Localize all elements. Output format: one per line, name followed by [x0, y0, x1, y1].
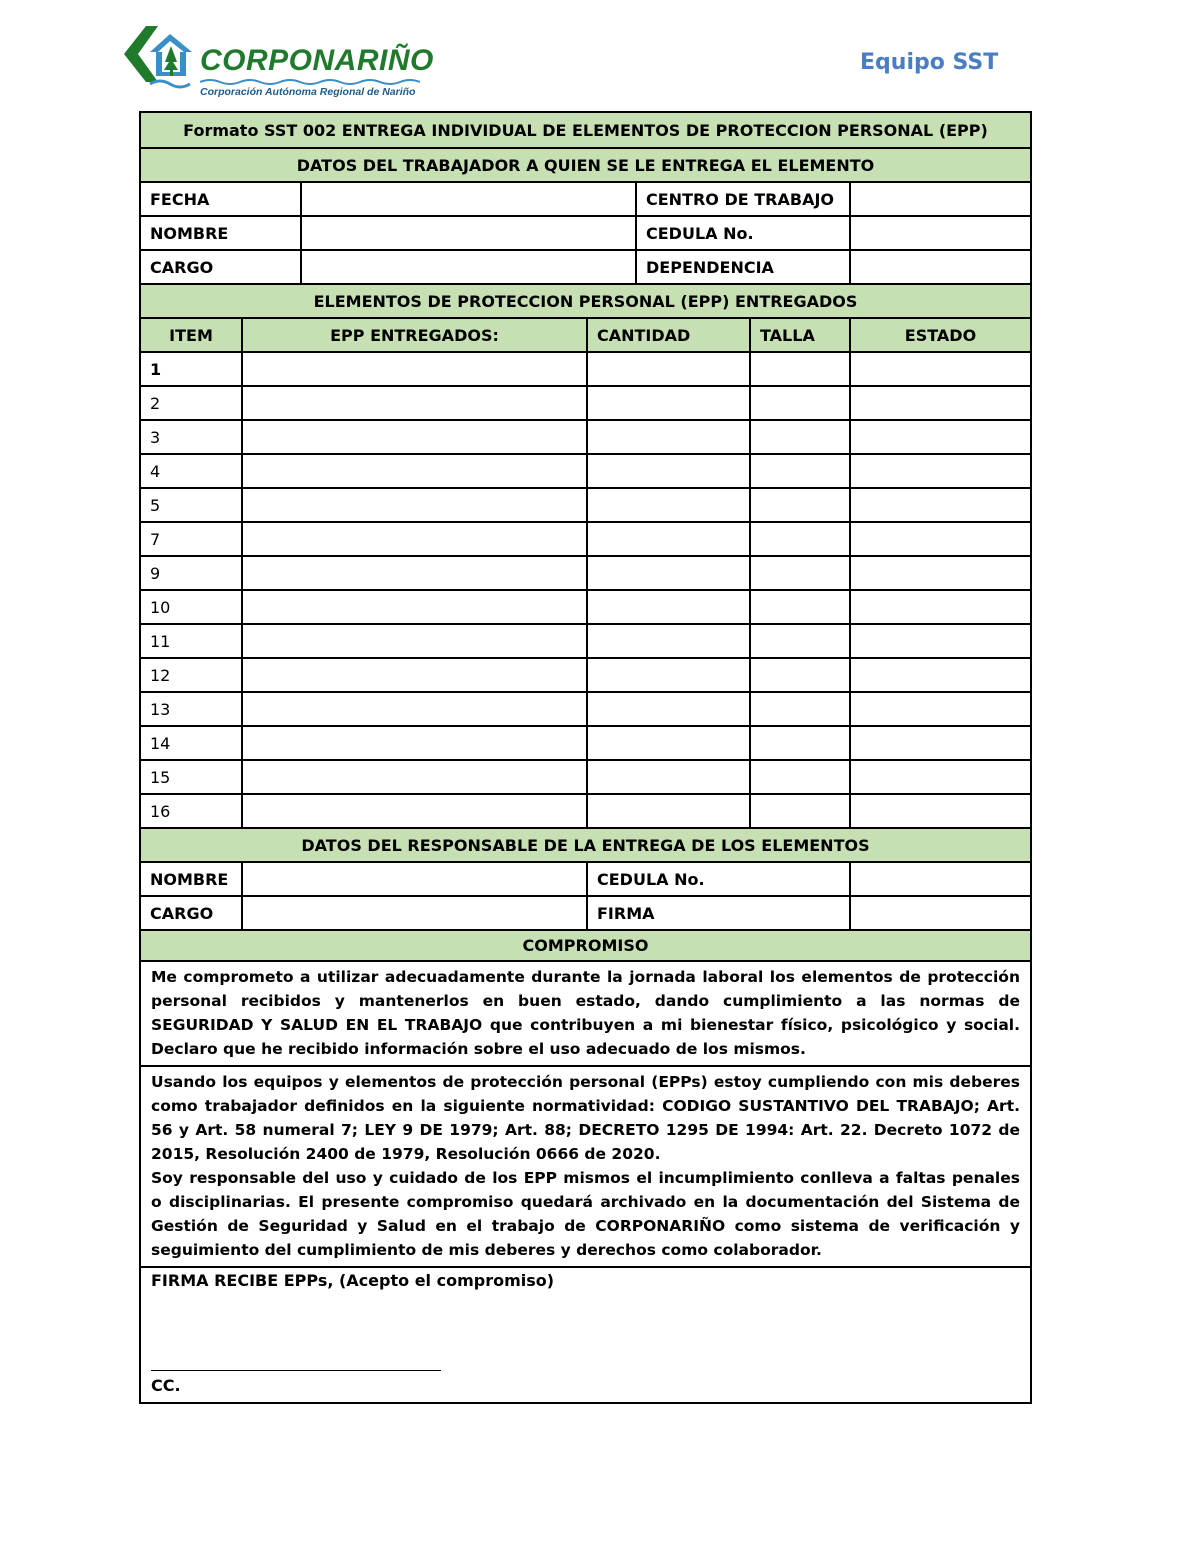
epp-cell-estado[interactable]: [849, 523, 1030, 555]
epp-cell-cantidad[interactable]: [586, 591, 749, 623]
col-talla: TALLA: [749, 319, 849, 351]
team-label: Equipo SST: [860, 50, 999, 75]
col-item: ITEM: [169, 325, 213, 345]
regulation-block: [141, 1065, 1030, 1266]
epp-row: [141, 385, 1030, 419]
epp-cell-talla[interactable]: [749, 387, 849, 419]
input-dependencia[interactable]: [849, 251, 1030, 283]
epp-item-number: 15: [150, 767, 171, 787]
resp-input-nombre[interactable]: [241, 863, 586, 895]
epp-item-number: 7: [150, 529, 161, 549]
epp-row: [141, 691, 1030, 725]
input-nombre[interactable]: [300, 217, 635, 249]
input-cargo[interactable]: [300, 251, 635, 283]
epp-cell-talla[interactable]: [749, 659, 849, 691]
epp-cell-estado[interactable]: [849, 659, 1030, 691]
commitment-section-title: COMPROMISO: [522, 936, 649, 955]
epp-cell-talla[interactable]: [749, 421, 849, 453]
epp-cell-cantidad[interactable]: [586, 795, 749, 827]
worker-section-title: DATOS DEL TRABAJADOR A QUIEN SE LE ENTREGA EL ELEMENTO: [296, 155, 875, 175]
epp-cell-talla[interactable]: [749, 591, 849, 623]
logo-mark-icon: [120, 22, 200, 102]
epp-row: [141, 759, 1030, 793]
col-cantidad: CANTIDAD: [586, 319, 749, 351]
epp-cell-estado[interactable]: [849, 727, 1030, 759]
epp-cell-talla[interactable]: [749, 557, 849, 589]
form-title: [141, 113, 1030, 147]
epp-cell-cantidad[interactable]: [586, 761, 749, 793]
epp-row: [141, 487, 1030, 521]
responsible-row-cargo: [141, 895, 1030, 929]
corponarino-logo: [120, 22, 434, 102]
responsible-section-header: [141, 827, 1030, 861]
epp-row: [141, 725, 1030, 759]
worker-row-cargo: [141, 249, 1030, 283]
worker-section-header: [141, 147, 1030, 181]
epp-cell-cantidad[interactable]: [586, 693, 749, 725]
epp-section-header: [141, 283, 1030, 317]
commitment-text: Me comprometo a utilizar adecuadamente durante la jornada laboral los elementos de protección personal recibidos y mantenerlos en buen estado, dando cumplimiento a las normas de SEGURIDAD Y SALUD EN EL TRABAJO que contribuyen a mi bienestar físico, psicológico y social. Declaro que he recibido información sobre el uso adecuado de los mismos.: [151, 968, 1020, 1058]
col-epp-entregados: EPP ENTREGADOS:: [241, 319, 586, 351]
epp-item-number: 4: [150, 461, 161, 481]
epp-cell-epp[interactable]: [241, 727, 586, 759]
epp-cell-estado[interactable]: [849, 489, 1030, 521]
epp-cell-estado[interactable]: [849, 795, 1030, 827]
epp-cell-talla[interactable]: [749, 489, 849, 521]
epp-cell-talla[interactable]: [749, 625, 849, 657]
epp-row: [141, 351, 1030, 385]
epp-row: [141, 521, 1030, 555]
label-dependencia: DEPENDENCIA: [635, 251, 849, 283]
epp-row: [141, 623, 1030, 657]
responsibility-text: Soy responsable del uso y cuidado de los EPP mismos el incumplimiento conlleva a faltas penales o disciplinarias. El presente compromiso quedará archivado en la documentación del Sistema de Gestión de Seguridad y Salud en el trabajo de CORPONARIÑO como sistema de verificación y seguimiento del cumplimiento de mis deberes y derechos como colaborador.: [151, 1169, 1020, 1259]
epp-rows: [141, 351, 1030, 827]
epp-cell-estado[interactable]: [849, 761, 1030, 793]
epp-item-number: 12: [150, 665, 171, 685]
signature-line: [151, 1370, 441, 1371]
responsible-row-nombre: [141, 861, 1030, 895]
cc-label: CC.: [151, 1376, 181, 1395]
epp-cell-cantidad[interactable]: [586, 727, 749, 759]
epp-row: [141, 453, 1030, 487]
logo-wave-icon: [200, 78, 420, 86]
signature-label: FIRMA RECIBE EPPs, (Acepto el compromiso): [151, 1271, 555, 1290]
epp-row: [141, 589, 1030, 623]
epp-row: [141, 793, 1030, 827]
epp-cell-epp[interactable]: [241, 591, 586, 623]
signature-block: [141, 1266, 1030, 1402]
epp-cell-estado[interactable]: [849, 591, 1030, 623]
resp-label-nombre: NOMBRE: [150, 869, 229, 889]
epp-cell-talla[interactable]: [749, 353, 849, 385]
epp-cell-epp[interactable]: [241, 693, 586, 725]
label-cedula: CEDULA No.: [635, 217, 849, 249]
epp-cell-epp[interactable]: [241, 761, 586, 793]
signature-area[interactable]: [141, 1268, 1030, 1402]
epp-item-number: 1: [150, 359, 162, 379]
epp-cell-estado[interactable]: [849, 625, 1030, 657]
epp-item-number: 2: [150, 393, 161, 413]
epp-cell-epp[interactable]: [241, 557, 586, 589]
epp-cell-cantidad[interactable]: [586, 421, 749, 453]
resp-label-firma: FIRMA: [586, 897, 849, 929]
epp-cell-cantidad[interactable]: [586, 387, 749, 419]
form-title-text: Formato SST 002 ENTREGA INDIVIDUAL DE ELEMENTOS DE PROTECCION PERSONAL (EPP): [183, 120, 988, 140]
logo-subtitle: Corporación Autónoma Regional de Nariño: [200, 86, 416, 98]
epp-item-number: 5: [150, 495, 161, 515]
epp-cell-cantidad[interactable]: [586, 353, 749, 385]
input-fecha[interactable]: [300, 183, 635, 215]
epp-form: [139, 111, 1032, 1404]
resp-label-cargo: CARGO: [150, 903, 214, 923]
epp-cell-talla[interactable]: [749, 455, 849, 487]
epp-cell-talla[interactable]: [749, 761, 849, 793]
epp-cell-talla[interactable]: [749, 795, 849, 827]
epp-cell-estado[interactable]: [849, 421, 1030, 453]
epp-item-number: 14: [150, 733, 171, 753]
epp-cell-estado[interactable]: [849, 455, 1030, 487]
epp-cell-estado[interactable]: [849, 557, 1030, 589]
logo-name: CORPONARIÑO: [200, 44, 434, 77]
epp-cell-epp[interactable]: [241, 489, 586, 521]
resp-input-firma[interactable]: [849, 897, 1030, 929]
epp-section-title: ELEMENTOS DE PROTECCION PERSONAL (EPP) ENTREGADOS: [313, 291, 858, 311]
epp-cell-epp[interactable]: [241, 659, 586, 691]
resp-input-cargo[interactable]: [241, 897, 586, 929]
epp-cell-estado[interactable]: [849, 693, 1030, 725]
label-centro-de-trabajo: CENTRO DE TRABAJO: [635, 183, 849, 215]
epp-row: [141, 419, 1030, 453]
resp-label-cedula: CEDULA No.: [586, 863, 849, 895]
epp-cell-epp[interactable]: [241, 387, 586, 419]
epp-cell-epp[interactable]: [241, 523, 586, 555]
epp-cell-epp[interactable]: [241, 421, 586, 453]
epp-row: [141, 657, 1030, 691]
epp-cell-epp[interactable]: [241, 625, 586, 657]
epp-item-number: 16: [150, 801, 171, 821]
epp-cell-cantidad[interactable]: [586, 455, 749, 487]
worker-row-nombre: [141, 215, 1030, 249]
epp-cell-cantidad[interactable]: [586, 523, 749, 555]
epp-row: [141, 555, 1030, 589]
epp-item-number: 9: [150, 563, 161, 583]
regulation-text: Usando los equipos y elementos de protección personal (EPPs) estoy cumpliendo con mis deberes como trabajador definidos en la siguiente normatividad: CODIGO SUSTANTIVO DEL TRABAJO; Art. 56 y Art. 58 numeral 7; LEY 9 DE 1979; Art. 88; DECRETO 1295 DE 1994: Art. 22. Decreto 1072 de 2015, Resolución 2400 de 1979, Resolución 0666 de 2020.: [151, 1073, 1020, 1163]
responsible-section-title: DATOS DEL RESPONSABLE DE LA ENTREGA DE LOS ELEMENTOS: [301, 835, 870, 855]
input-cedula[interactable]: [849, 217, 1030, 249]
commitment-block: [141, 960, 1030, 1065]
epp-column-headers: [141, 317, 1030, 351]
epp-cell-talla[interactable]: [749, 693, 849, 725]
epp-item-number: 13: [150, 699, 171, 719]
label-cargo: CARGO: [150, 257, 214, 277]
epp-item-number: 3: [150, 427, 161, 447]
commitment-section-header: [141, 929, 1030, 960]
resp-input-cedula[interactable]: [849, 863, 1030, 895]
epp-item-number: 11: [150, 631, 171, 651]
epp-cell-estado[interactable]: [849, 353, 1030, 385]
epp-item-number: 10: [150, 597, 171, 617]
label-nombre: NOMBRE: [150, 223, 229, 243]
epp-cell-epp[interactable]: [241, 795, 586, 827]
epp-cell-epp[interactable]: [241, 353, 586, 385]
epp-cell-cantidad[interactable]: [586, 659, 749, 691]
epp-cell-talla[interactable]: [749, 523, 849, 555]
epp-cell-estado[interactable]: [849, 387, 1030, 419]
epp-cell-talla[interactable]: [749, 727, 849, 759]
col-estado: ESTADO: [849, 319, 1030, 351]
epp-cell-cantidad[interactable]: [586, 625, 749, 657]
input-centro-de-trabajo[interactable]: [849, 183, 1030, 215]
epp-cell-cantidad[interactable]: [586, 557, 749, 589]
epp-cell-epp[interactable]: [241, 455, 586, 487]
label-fecha: FECHA: [150, 189, 210, 209]
worker-row-fecha: [141, 181, 1030, 215]
epp-cell-cantidad[interactable]: [586, 489, 749, 521]
